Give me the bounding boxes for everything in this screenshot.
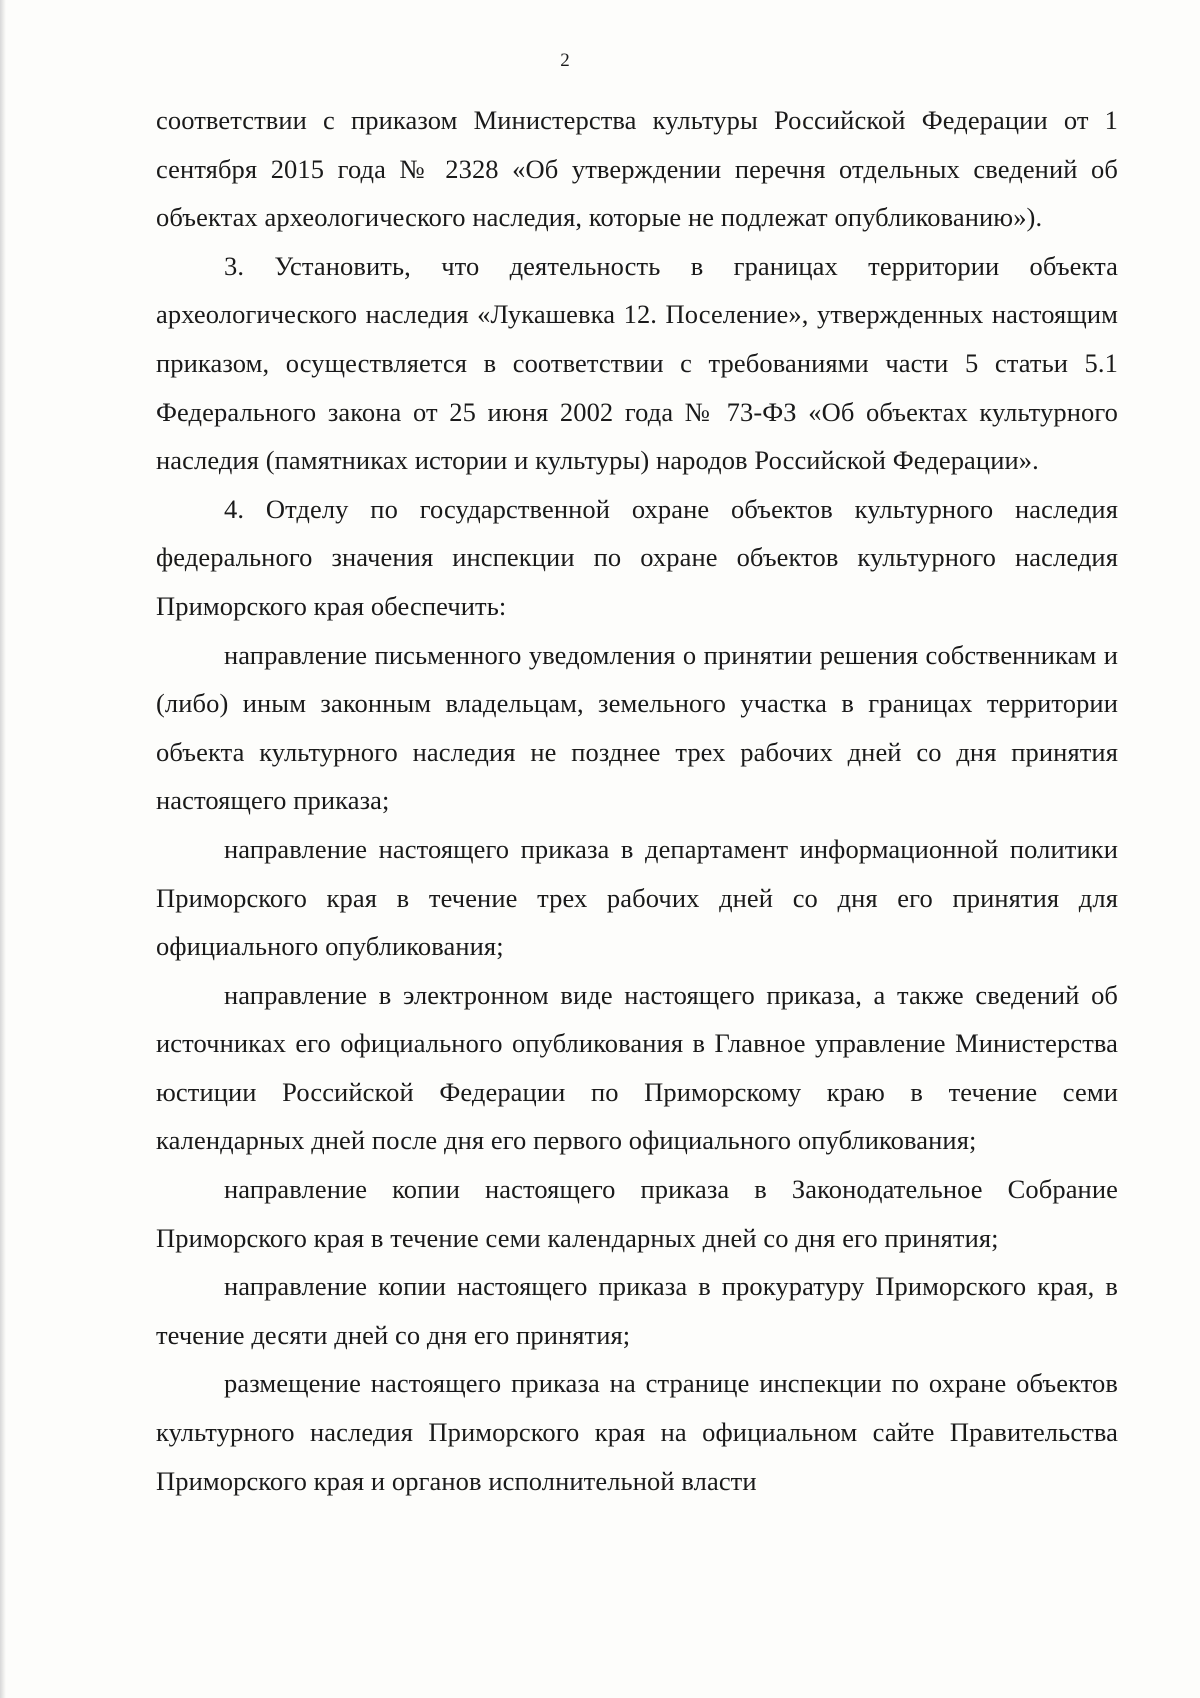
document-body [156,96,1118,1505]
paragraph-continuation: соответствии с приказом Министерства культуры Российской Федерации от 1 сентября 2015 года № 2328 «Об утверждении перечня отдельных сведений об объектах археологического наследия, которые не подлежат опубликованию»). [156,105,1118,233]
paragraph-prosecutor: направление копии настоящего приказа в прокуратуру Приморского края, в течение десяти дней со дня его принятия; [156,1271,1118,1350]
paragraph-notification: направление письменного уведомления о принятии решения собственникам и (либо) иным законным владельцам, земельного участка в границах территории объекта культурного наследия не позднее трех рабочих дней со дня принятия настоящего приказа; [156,639,1118,816]
paragraph-item-3: 3. Установить, что деятельность в границах территории объекта археологического наследия «Лукашевка 12. Поселение», утвержденных настоящим приказом, осуществляется в соответствии с требованиями части 5 статьи 5.1 Федерального закона от 25 июня 2002 года № 73-ФЗ «Об объектах культурного наследия (памятниках истории и культуры) народов Российской Федерации». [156,250,1118,476]
paragraph-justice-ministry: направление в электронном виде настоящего приказа, а также сведений об источниках его официального опубликования в Главное управление Министерства юстиции Российской Федерации по Приморскому краю в течение семи календарных дней после дня его первого официального опубликования; [156,979,1118,1156]
page-number: 2 [560,50,570,71]
scan-edge-shadow [0,0,6,1698]
paragraph-info-policy: направление настоящего приказа в департамент информационной политики Приморского края в течение трех рабочих дней со дня его принятия для официального опубликования; [156,833,1118,962]
paragraph-website: размещение настоящего приказа на странице инспекции по охране объектов культурного наследия Приморского края на официальном сайте Правительства Приморского края и органов исполнительной власти [156,1368,1118,1496]
paragraph-item-4: 4. Отделу по государственной охране объектов культурного наследия федерального значения инспекции по охране объектов культурного наследия Приморского края обеспечить: [156,493,1118,621]
paragraph-legislative-assembly: направление копии настоящего приказа в Законодательное Собрание Приморского края в течение семи календарных дней со дня его принятия; [156,1174,1118,1253]
